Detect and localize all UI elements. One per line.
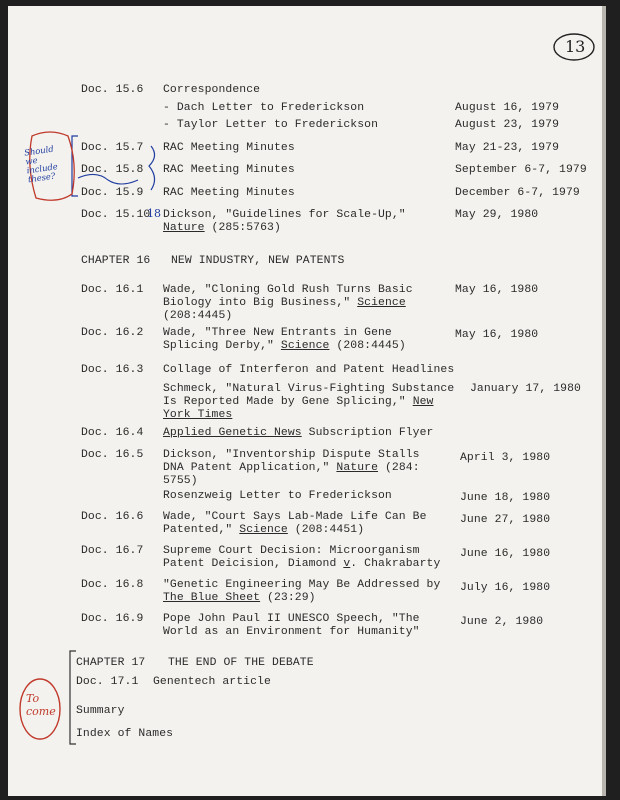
case-italic: v	[343, 558, 351, 570]
entry-date: June 2, 1980	[460, 616, 544, 628]
to-come-note: To come	[26, 692, 56, 718]
page-number: 13	[565, 37, 586, 56]
document-page	[8, 6, 606, 796]
doc-label: Doc. 15.10	[81, 209, 151, 221]
blue-bracket-mark	[72, 136, 78, 196]
entry-text: Patent Deicision, Diamond	[163, 558, 344, 570]
journal-name: Science	[357, 297, 406, 309]
margin-note: Should we include these?	[23, 143, 59, 185]
entry-date: May 29, 1980	[455, 209, 539, 221]
entry-title	[163, 327, 406, 353]
doc-label: Doc. 16.7	[81, 545, 144, 557]
doc-label: Doc. 16.3	[81, 364, 144, 376]
entry-date: June 16, 1980	[460, 548, 551, 560]
doc-label: Doc. 15.9	[81, 187, 144, 199]
newsletter-name: Applied Genetic News	[163, 427, 302, 439]
entry-title: RAC Meeting Minutes	[163, 142, 295, 154]
entry-title: Genentech article	[153, 676, 271, 688]
entry-title	[163, 427, 434, 440]
entry-line: Wade, "Cloning Gold Rush Turns Basic	[163, 284, 413, 296]
entry-title: RAC Meeting Minutes	[163, 164, 295, 176]
entry-line: "Genetic Engineering May Be Addressed by	[163, 579, 441, 591]
entry-date: May 16, 1980	[455, 284, 539, 296]
doc-label: Doc. 16.6	[81, 511, 144, 523]
entry-title: - Dach Letter to Frederickson	[163, 102, 365, 114]
entry-date: May 21-23, 1979	[455, 142, 560, 154]
chapter-label: CHAPTER 16	[81, 255, 151, 267]
citation: (208:4445)	[329, 340, 406, 352]
doc-label: Doc. 16.9	[81, 613, 144, 625]
entry-date: June 18, 1980	[460, 492, 551, 504]
journal-name: Science	[239, 524, 288, 536]
entry-date: June 27, 1980	[460, 514, 551, 526]
entry-date: August 23, 1979	[455, 119, 560, 131]
entry-line: Wade, "Court Says Lab-Made Life Can Be	[163, 511, 427, 523]
entry-line: Wade, "Three New Entrants in Gene	[163, 327, 392, 339]
entry-title: - Taylor Letter to Frederickson	[163, 119, 379, 131]
newsletter-name: The Blue Sheet	[163, 592, 261, 604]
newspaper-name: New	[412, 396, 434, 408]
journal-name: Nature	[163, 222, 205, 234]
entry-line	[163, 558, 440, 571]
chapter-title: THE END OF THE DEBATE	[168, 657, 314, 669]
entry-line	[163, 524, 427, 537]
entry-line: World as an Environment for Humanity"	[163, 626, 420, 638]
entry-text: DNA Patent Application,"	[163, 462, 337, 474]
entry-text: Biology into Big Business,"	[163, 297, 358, 309]
entry-title: Dickson, "Guidelines for Scale-Up,"	[163, 209, 406, 221]
blue-squiggle-mark	[149, 146, 155, 190]
entry-title	[163, 613, 420, 639]
index-entry: Index of Names	[76, 728, 174, 740]
entry-line: Dickson, "Inventorship Dispute Stalls	[163, 449, 420, 461]
citation: (23:29)	[260, 592, 316, 604]
entry-line	[163, 297, 413, 310]
doc-label: Doc. 15.8	[81, 164, 144, 176]
entry-title	[163, 511, 427, 537]
journal-name: Science	[280, 340, 330, 352]
citation: (285:5763)	[204, 222, 281, 234]
entry-date: April 3, 1980	[460, 452, 551, 464]
doc-label: Doc. 15.7	[81, 142, 144, 154]
entry-line	[163, 340, 406, 353]
entry-title: Collage of Interferon and Patent Headlines	[163, 364, 455, 376]
entry-date: September 6-7, 1979	[455, 164, 587, 176]
entry-text: Splicing Derby,"	[163, 340, 281, 352]
entry-date: December 6-7, 1979	[455, 187, 580, 199]
entry-line: Supreme Court Decision: Microorganism	[163, 545, 420, 557]
entry-line: Pope John Paul II UNESCO Speech, "The	[163, 613, 420, 625]
entry-date: August 16, 1979	[455, 102, 560, 114]
doc-label: Doc. 16.5	[81, 449, 144, 461]
entry-text: Patented,"	[163, 524, 240, 536]
entry-text: Is Reported Made by Gene Splicing,"	[163, 396, 413, 408]
journal-name: Nature	[336, 462, 379, 474]
entry-text: Subscription Flyer	[301, 427, 434, 439]
entry-title	[163, 545, 440, 571]
entry-title: Correspondence	[163, 84, 261, 96]
entry-date: May 16, 1980	[455, 329, 539, 341]
citation: (208:4451)	[287, 524, 365, 536]
entry-date: July 16, 1980	[460, 582, 551, 594]
entry-title	[163, 449, 420, 488]
entry-line: Schmeck, "Natural Virus-Fighting Substance	[163, 383, 455, 395]
entry-title	[163, 383, 454, 422]
entry-title	[163, 284, 413, 323]
entry-title: Rosenzweig Letter to Frederickson	[163, 490, 392, 502]
entry-line: (208:4445)	[163, 310, 233, 322]
doc-label: Doc. 17.1	[76, 676, 139, 688]
doc-label: Doc. 16.1	[81, 284, 144, 296]
entry-text: . Chakrabarty	[350, 558, 441, 570]
entry-title	[163, 579, 440, 605]
doc-label: Doc. 16.4	[81, 427, 144, 439]
entry-line	[163, 396, 454, 409]
entry-line: 5755)	[163, 475, 198, 487]
summary-entry: Summary	[76, 705, 125, 717]
entry-title: RAC Meeting Minutes	[163, 187, 295, 199]
newspaper-name: York Times	[163, 409, 233, 421]
doc-label: Doc. 16.2	[81, 327, 144, 339]
doc-number-correction: 18	[147, 207, 161, 220]
entry-date: January 17, 1980	[470, 383, 581, 395]
doc-label: Doc. 15.6	[81, 84, 144, 96]
chapter-title: NEW INDUSTRY, NEW PATENTS	[171, 255, 345, 267]
entry-title-line2	[163, 222, 281, 235]
entry-line	[163, 592, 440, 605]
entry-line	[163, 409, 454, 422]
chapter-label: CHAPTER 17	[76, 657, 146, 669]
citation: (284:	[378, 462, 420, 474]
entry-line	[163, 462, 420, 475]
doc-label: Doc. 16.8	[81, 579, 144, 591]
